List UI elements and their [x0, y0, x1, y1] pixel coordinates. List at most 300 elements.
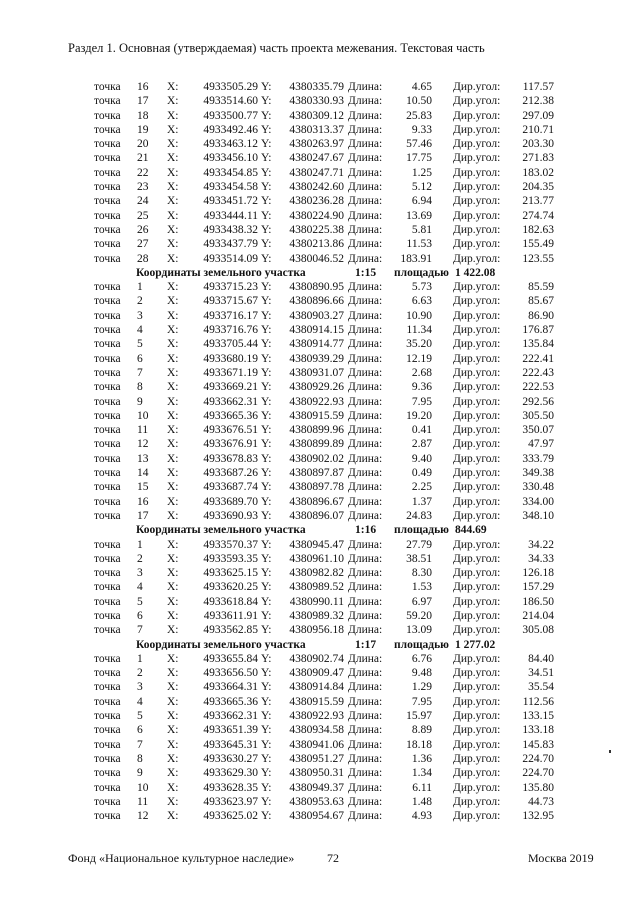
direction-angle: 349.38 — [522, 467, 554, 480]
direction-angle: 85.59 — [528, 281, 554, 294]
area-label: площадью — [394, 524, 449, 537]
table-row — [0, 223, 630, 237]
segment-length: 35.20 — [406, 338, 432, 351]
angle-label: Дир.угол: — [453, 181, 501, 194]
plot-area: 1 277.02 — [455, 638, 496, 651]
plot-number: 1:17 — [355, 638, 377, 651]
area-label: площадью — [394, 266, 449, 279]
x-label: X: — [167, 738, 179, 751]
length-label: Длина: — [348, 581, 383, 594]
length-label: Длина: — [348, 509, 383, 522]
length-label: Длина: — [348, 738, 383, 751]
table-row — [0, 366, 630, 380]
point-label: точка — [94, 181, 121, 194]
direction-angle: 145.83 — [522, 738, 554, 751]
point-label: точка — [94, 710, 121, 723]
length-label: Длина: — [348, 467, 383, 480]
y-label: Y: — [261, 438, 272, 451]
direction-angle: 183.02 — [522, 166, 554, 179]
table-row — [0, 723, 630, 737]
x-label: X: — [167, 795, 179, 808]
plot-section-header — [0, 266, 630, 280]
x-coordinate: 4933705.44 — [203, 338, 258, 351]
point-number: 19 — [137, 123, 149, 136]
direction-angle: 330.48 — [522, 481, 554, 494]
segment-length: 2.68 — [411, 366, 432, 379]
point-label: точка — [94, 652, 121, 665]
coordinates-table — [0, 80, 630, 823]
point-number: 18 — [137, 109, 149, 122]
direction-angle: 213.77 — [522, 195, 554, 208]
table-row — [0, 766, 630, 780]
x-label: X: — [167, 652, 179, 665]
point-label: точка — [94, 395, 121, 408]
plot-title: Координаты земельного участка — [136, 524, 306, 537]
angle-label: Дир.угол: — [453, 609, 501, 622]
point-number: 4 — [137, 695, 143, 708]
length-label: Длина: — [348, 366, 383, 379]
direction-angle: 350.07 — [522, 424, 554, 437]
point-number: 12 — [137, 438, 149, 451]
length-label: Длина: — [348, 767, 383, 780]
angle-label: Дир.угол: — [453, 381, 501, 394]
point-label: точка — [94, 123, 121, 136]
x-label: X: — [167, 152, 179, 165]
length-label: Длина: — [348, 495, 383, 508]
x-label: X: — [167, 438, 179, 451]
point-number: 1 — [137, 281, 143, 294]
angle-label: Дир.угол: — [453, 781, 501, 794]
angle-label: Дир.угол: — [453, 223, 501, 236]
table-row — [0, 352, 630, 366]
point-number: 28 — [137, 252, 149, 265]
x-coordinate: 4933676.51 — [203, 424, 258, 437]
x-label: X: — [167, 395, 179, 408]
y-label: Y: — [261, 338, 272, 351]
table-row — [0, 151, 630, 165]
x-coordinate: 4933678.83 — [203, 452, 258, 465]
length-label: Длина: — [348, 281, 383, 294]
length-label: Длина: — [348, 652, 383, 665]
direction-angle: 133.15 — [522, 710, 554, 723]
y-label: Y: — [261, 81, 272, 93]
x-coordinate: 4933671.19 — [203, 366, 258, 379]
point-number: 8 — [137, 752, 143, 765]
segment-length: 5.73 — [411, 281, 432, 294]
y-label: Y: — [261, 424, 272, 437]
angle-label: Дир.угол: — [453, 338, 501, 351]
table-row — [0, 309, 630, 323]
table-row — [0, 552, 630, 566]
x-label: X: — [167, 238, 179, 251]
segment-length: 5.12 — [411, 181, 432, 194]
x-label: X: — [167, 309, 179, 322]
length-label: Длина: — [348, 138, 383, 151]
direction-angle: 86.90 — [528, 309, 554, 322]
length-label: Длина: — [348, 624, 383, 637]
y-label: Y: — [261, 295, 272, 308]
y-coordinate: 4380046.52 — [289, 252, 344, 265]
length-label: Длина: — [348, 195, 383, 208]
point-number: 2 — [137, 552, 143, 565]
y-coordinate: 4380945.47 — [289, 538, 344, 551]
x-coordinate: 4933438.32 — [203, 223, 258, 236]
length-label: Длина: — [348, 538, 383, 551]
segment-length: 10.50 — [406, 95, 432, 108]
direction-angle: 84.40 — [528, 652, 554, 665]
angle-label: Дир.угол: — [453, 281, 501, 294]
point-number: 3 — [137, 681, 143, 694]
segment-length: 9.36 — [411, 381, 432, 394]
point-number: 6 — [137, 724, 143, 737]
segment-length: 17.75 — [406, 152, 432, 165]
point-number: 7 — [137, 624, 143, 637]
length-label: Длина: — [348, 81, 383, 93]
segment-length: 15.97 — [406, 710, 432, 723]
point-number: 11 — [137, 424, 149, 437]
length-label: Длина: — [348, 724, 383, 737]
point-label: точка — [94, 452, 121, 465]
x-coordinate: 4933662.31 — [203, 710, 258, 723]
segment-length: 13.09 — [406, 624, 432, 637]
x-label: X: — [167, 710, 179, 723]
segment-length: 27.79 — [406, 538, 432, 551]
y-coordinate: 4380914.15 — [289, 324, 344, 337]
y-coordinate: 4380247.71 — [289, 166, 344, 179]
segment-length: 7.95 — [411, 395, 432, 408]
y-label: Y: — [261, 252, 272, 265]
area-label: площадью — [394, 638, 449, 651]
point-number: 8 — [137, 381, 143, 394]
x-label: X: — [167, 695, 179, 708]
x-coordinate: 4933665.36 — [203, 409, 258, 422]
angle-label: Дир.угол: — [453, 424, 501, 437]
point-label: точка — [94, 281, 121, 294]
length-label: Длина: — [348, 424, 383, 437]
angle-label: Дир.угол: — [453, 123, 501, 136]
point-number: 6 — [137, 352, 143, 365]
y-coordinate: 4380950.31 — [289, 767, 344, 780]
segment-length: 57.46 — [406, 138, 432, 151]
point-label: точка — [94, 738, 121, 751]
x-label: X: — [167, 509, 179, 522]
y-coordinate: 4380939.29 — [289, 352, 344, 365]
segment-length: 38.51 — [406, 552, 432, 565]
point-label: точка — [94, 209, 121, 222]
y-label: Y: — [261, 667, 272, 680]
direction-angle: 274.74 — [522, 209, 554, 222]
angle-label: Дир.угол: — [453, 309, 501, 322]
segment-length: 12.19 — [406, 352, 432, 365]
y-coordinate: 4380242.60 — [289, 181, 344, 194]
direction-angle: 126.18 — [522, 567, 554, 580]
direction-angle: 222.53 — [522, 381, 554, 394]
point-label: точка — [94, 309, 121, 322]
point-label: точка — [94, 238, 121, 251]
point-number: 9 — [137, 767, 143, 780]
y-coordinate: 4380309.12 — [289, 109, 344, 122]
y-label: Y: — [261, 624, 272, 637]
direction-angle: 212.38 — [522, 95, 554, 108]
y-coordinate: 4380914.84 — [289, 681, 344, 694]
y-coordinate: 4380330.93 — [289, 95, 344, 108]
page-number: 72 — [327, 851, 339, 865]
segment-length: 1.34 — [411, 767, 432, 780]
y-coordinate: 4380914.77 — [289, 338, 344, 351]
segment-length: 19.20 — [406, 409, 432, 422]
table-row — [0, 538, 630, 552]
table-row — [0, 380, 630, 394]
y-coordinate: 4380953.63 — [289, 795, 344, 808]
length-label: Длина: — [348, 209, 383, 222]
point-label: точка — [94, 166, 121, 179]
direction-angle: 132.95 — [522, 810, 554, 823]
point-label: точка — [94, 295, 121, 308]
segment-length: 1.37 — [411, 495, 432, 508]
point-label: точка — [94, 552, 121, 565]
table-row — [0, 495, 630, 509]
x-coordinate: 4933456.10 — [203, 152, 258, 165]
table-row — [0, 566, 630, 580]
length-label: Длина: — [348, 609, 383, 622]
segment-length: 10.90 — [406, 309, 432, 322]
table-row — [0, 738, 630, 752]
table-row — [0, 480, 630, 494]
x-coordinate: 4933687.74 — [203, 481, 258, 494]
y-coordinate: 4380949.37 — [289, 781, 344, 794]
table-row — [0, 609, 630, 623]
angle-label: Дир.угол: — [453, 509, 501, 522]
y-coordinate: 4380934.58 — [289, 724, 344, 737]
direction-angle: 135.84 — [522, 338, 554, 351]
x-coordinate: 4933676.91 — [203, 438, 258, 451]
y-label: Y: — [261, 552, 272, 565]
y-label: Y: — [261, 781, 272, 794]
y-label: Y: — [261, 181, 272, 194]
length-label: Длина: — [348, 781, 383, 794]
y-label: Y: — [261, 509, 272, 522]
table-row — [0, 180, 630, 194]
length-label: Длина: — [348, 810, 383, 823]
x-coordinate: 4933451.72 — [203, 195, 258, 208]
y-label: Y: — [261, 166, 272, 179]
y-coordinate: 4380896.66 — [289, 295, 344, 308]
x-coordinate: 4933618.84 — [203, 595, 258, 608]
x-coordinate: 4933689.70 — [203, 495, 258, 508]
length-label: Длина: — [348, 152, 383, 165]
point-number: 7 — [137, 366, 143, 379]
segment-length: 6.94 — [411, 195, 432, 208]
direction-angle: 204.35 — [522, 181, 554, 194]
y-label: Y: — [261, 724, 272, 737]
y-label: Y: — [261, 123, 272, 136]
x-label: X: — [167, 767, 179, 780]
plot-area: 844.69 — [455, 524, 487, 537]
point-label: точка — [94, 695, 121, 708]
x-label: X: — [167, 295, 179, 308]
y-label: Y: — [261, 595, 272, 608]
point-label: точка — [94, 767, 121, 780]
point-label: точка — [94, 538, 121, 551]
direction-angle: 123.55 — [522, 252, 554, 265]
point-number: 21 — [137, 152, 149, 165]
x-coordinate: 4933454.85 — [203, 166, 258, 179]
length-label: Длина: — [348, 381, 383, 394]
segment-length: 9.40 — [411, 452, 432, 465]
segment-length: 59.20 — [406, 609, 432, 622]
point-label: точка — [94, 338, 121, 351]
direction-angle: 222.41 — [522, 352, 554, 365]
x-coordinate: 4933665.36 — [203, 695, 258, 708]
table-row — [0, 337, 630, 351]
plot-area: 1 422.08 — [455, 266, 496, 279]
direction-angle: 176.87 — [522, 324, 554, 337]
x-coordinate: 4933500.77 — [203, 109, 258, 122]
x-label: X: — [167, 538, 179, 551]
y-coordinate: 4380951.27 — [289, 752, 344, 765]
segment-length: 18.18 — [406, 738, 432, 751]
segment-length: 6.76 — [411, 652, 432, 665]
y-label: Y: — [261, 366, 272, 379]
x-coordinate: 4933715.23 — [203, 281, 258, 294]
angle-label: Дир.угол: — [453, 538, 501, 551]
angle-label: Дир.угол: — [453, 752, 501, 765]
angle-label: Дир.угол: — [453, 395, 501, 408]
x-coordinate: 4933437.79 — [203, 238, 258, 251]
angle-label: Дир.угол: — [453, 138, 501, 151]
x-coordinate: 4933630.27 — [203, 752, 258, 765]
point-label: точка — [94, 252, 121, 265]
table-row — [0, 623, 630, 637]
point-label: точка — [94, 366, 121, 379]
table-row — [0, 123, 630, 137]
y-coordinate: 4380990.11 — [289, 595, 344, 608]
angle-label: Дир.угол: — [453, 467, 501, 480]
y-label: Y: — [261, 352, 272, 365]
length-label: Длина: — [348, 252, 383, 265]
y-coordinate: 4380247.67 — [289, 152, 344, 165]
x-coordinate: 4933593.35 — [203, 552, 258, 565]
x-coordinate: 4933620.25 — [203, 581, 258, 594]
x-label: X: — [167, 495, 179, 508]
table-row — [0, 709, 630, 723]
direction-angle: 112.56 — [522, 695, 554, 708]
point-label: точка — [94, 81, 121, 93]
table-row — [0, 437, 630, 451]
angle-label: Дир.угол: — [453, 324, 501, 337]
table-row — [0, 752, 630, 766]
point-number: 14 — [137, 467, 149, 480]
x-coordinate: 4933623.97 — [203, 795, 258, 808]
direction-angle: 133.18 — [522, 724, 554, 737]
x-coordinate: 4933715.67 — [203, 295, 258, 308]
y-coordinate: 4380903.27 — [289, 309, 344, 322]
y-label: Y: — [261, 581, 272, 594]
point-label: точка — [94, 138, 121, 151]
angle-label: Дир.угол: — [453, 738, 501, 751]
direction-angle: 44.73 — [528, 795, 554, 808]
x-coordinate: 4933655.84 — [203, 652, 258, 665]
point-number: 11 — [137, 795, 149, 808]
point-number: 25 — [137, 209, 149, 222]
plot-section-header — [0, 638, 630, 652]
x-label: X: — [167, 667, 179, 680]
x-coordinate: 4933514.60 — [203, 95, 258, 108]
y-coordinate: 4380896.67 — [289, 495, 344, 508]
y-coordinate: 4380236.28 — [289, 195, 344, 208]
segment-length: 11.53 — [406, 238, 432, 251]
point-number: 17 — [137, 509, 149, 522]
y-label: Y: — [261, 652, 272, 665]
length-label: Длина: — [348, 166, 383, 179]
y-coordinate: 4380899.89 — [289, 438, 344, 451]
x-label: X: — [167, 209, 179, 222]
point-label: точка — [94, 752, 121, 765]
y-coordinate: 4380335.79 — [289, 81, 344, 93]
y-coordinate: 4380902.74 — [289, 652, 344, 665]
y-label: Y: — [261, 209, 272, 222]
x-label: X: — [167, 252, 179, 265]
y-label: Y: — [261, 495, 272, 508]
x-label: X: — [167, 467, 179, 480]
page-header: Раздел 1. Основная (утверждаемая) часть проекта межевания. Текстовая часть — [68, 41, 485, 55]
segment-length: 11.34 — [406, 324, 432, 337]
angle-label: Дир.угол: — [453, 552, 501, 565]
table-row — [0, 209, 630, 223]
x-label: X: — [167, 366, 179, 379]
y-label: Y: — [261, 452, 272, 465]
x-coordinate: 4933492.46 — [203, 123, 258, 136]
point-number: 23 — [137, 181, 149, 194]
x-label: X: — [167, 581, 179, 594]
x-label: X: — [167, 424, 179, 437]
y-coordinate: 4380902.02 — [289, 452, 344, 465]
length-label: Длина: — [348, 681, 383, 694]
y-coordinate: 4380909.47 — [289, 667, 344, 680]
length-label: Длина: — [348, 452, 383, 465]
y-label: Y: — [261, 467, 272, 480]
point-number: 1 — [137, 652, 143, 665]
angle-label: Дир.угол: — [453, 481, 501, 494]
y-label: Y: — [261, 609, 272, 622]
point-label: точка — [94, 223, 121, 236]
x-label: X: — [167, 552, 179, 565]
y-coordinate: 4380922.93 — [289, 395, 344, 408]
angle-label: Дир.угол: — [453, 495, 501, 508]
length-label: Длина: — [348, 223, 383, 236]
length-label: Длина: — [348, 552, 383, 565]
point-number: 12 — [137, 810, 149, 823]
direction-angle: 224.70 — [522, 767, 554, 780]
table-row — [0, 252, 630, 266]
length-label: Длина: — [348, 710, 383, 723]
direction-angle: 117.57 — [522, 81, 554, 93]
direction-angle: 333.79 — [522, 452, 554, 465]
angle-label: Дир.угол: — [453, 595, 501, 608]
point-number: 15 — [137, 481, 149, 494]
angle-label: Дир.угол: — [453, 710, 501, 723]
scan-speck — [609, 750, 611, 753]
point-number: 4 — [137, 324, 143, 337]
angle-label: Дир.угол: — [453, 438, 501, 451]
point-label: точка — [94, 595, 121, 608]
x-coordinate: 4933625.02 — [203, 810, 258, 823]
direction-angle: 271.83 — [522, 152, 554, 165]
length-label: Длина: — [348, 95, 383, 108]
x-label: X: — [167, 95, 179, 108]
x-label: X: — [167, 609, 179, 622]
y-label: Y: — [261, 738, 272, 751]
